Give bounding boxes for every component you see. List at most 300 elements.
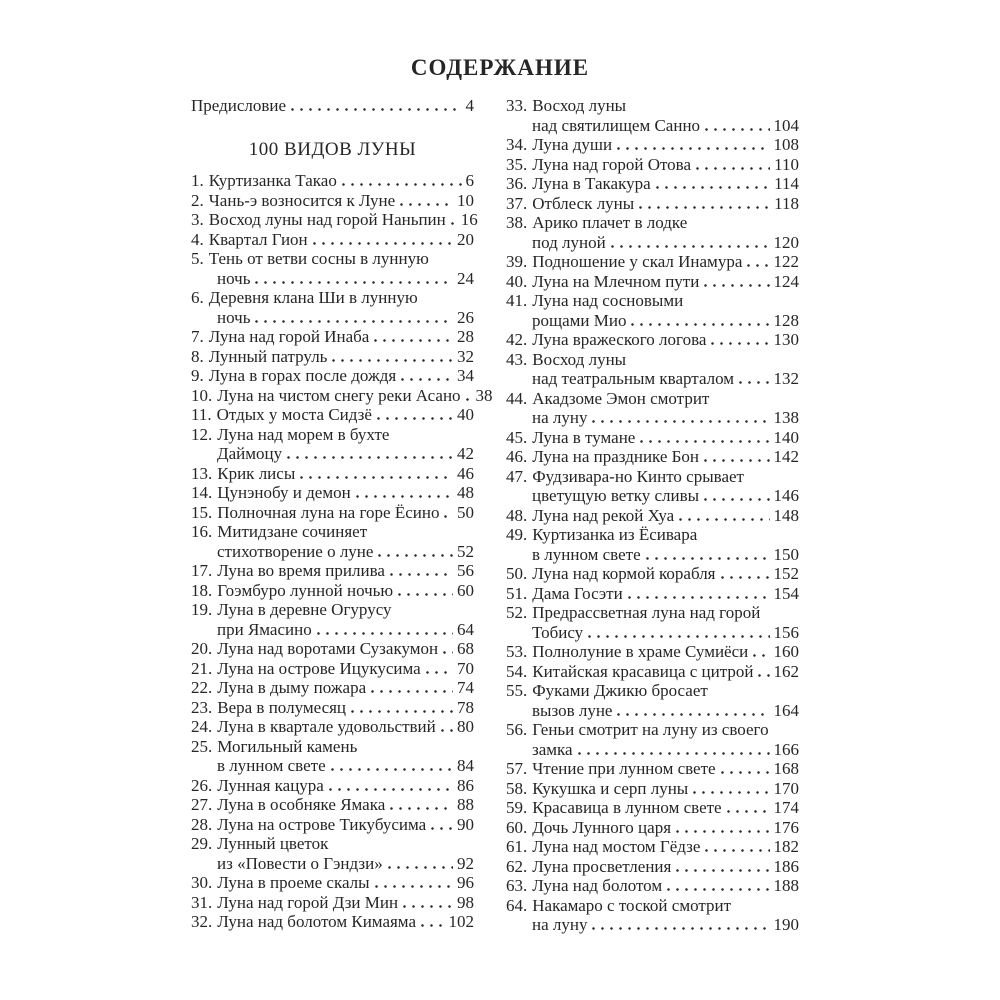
entry-page-number: 16: [460, 210, 478, 229]
entry-title: Луна над болотом: [532, 876, 663, 895]
entry-number: 45.: [506, 427, 528, 447]
toc-entry-line: [191, 210, 478, 230]
entry-number: 34.: [506, 135, 528, 154]
toc-entry-line: [506, 389, 799, 409]
entry-page-number: 48: [457, 483, 474, 502]
toc-entry: [506, 837, 799, 857]
entry-number: 53.: [506, 642, 528, 661]
leader-dots: [431, 827, 453, 830]
entry-number: 43.: [506, 349, 528, 369]
toc-entry-line: [191, 776, 474, 796]
toc-entry: [191, 737, 474, 776]
entry-number: 11.: [191, 405, 212, 424]
entry-title: на луну: [532, 408, 588, 427]
leader-dots: [443, 651, 453, 654]
toc-entry-line: [191, 737, 474, 757]
entry-number: 60.: [506, 817, 528, 837]
entry-number: 42.: [506, 330, 528, 349]
toc-entry: [506, 642, 799, 662]
entry-page-number: 146: [773, 486, 799, 505]
toc-entry-line: [506, 135, 799, 155]
entry-page-number: 182: [773, 837, 799, 856]
entry-page-number: 140: [773, 427, 799, 447]
toc-entry-line: [506, 564, 799, 584]
entry-number: 48.: [506, 505, 528, 525]
toc-entry-line: [506, 720, 799, 740]
toc-entry: [506, 798, 799, 818]
leader-dots: [727, 810, 770, 813]
entry-number: 26.: [191, 775, 213, 795]
entry-title: Лунный патруль: [208, 346, 328, 366]
entry-number: 44.: [506, 388, 528, 408]
leader-dots: [403, 905, 453, 908]
entry-number: 14.: [191, 483, 213, 502]
section-title: 100 ВИДОВ ЛУНЫ: [248, 138, 417, 160]
entry-page-number: 160: [773, 642, 799, 661]
entry-title: ночь: [217, 307, 251, 327]
toc-entry-line: [506, 252, 799, 272]
entry-number: 47.: [506, 466, 528, 486]
entry-title: Луна в особняке Ямака: [217, 795, 386, 814]
entry-number: 4.: [191, 229, 204, 249]
entry-number: 24.: [191, 717, 213, 736]
leader-dots: [398, 593, 453, 596]
toc-entry-line: [506, 428, 799, 448]
toc-entry: [506, 350, 799, 389]
entry-title: Китайская красавица с цитрой: [532, 661, 754, 681]
toc-entry: [191, 561, 474, 581]
entry-number: 40.: [506, 271, 528, 291]
toc-entry: [191, 191, 474, 211]
page-title: СОДЕРЖАНИЕ: [410, 55, 590, 80]
leader-dots: [374, 339, 453, 342]
toc-column-right: [506, 96, 799, 935]
leader-dots: [656, 186, 770, 189]
entry-title: Кукушка и серп луны: [532, 778, 689, 798]
leader-dots: [444, 515, 453, 518]
toc-entry-line: [191, 815, 474, 835]
entry-title: Восход луны: [532, 349, 627, 369]
leader-dots: [679, 518, 769, 521]
toc-entry: [506, 96, 799, 135]
toc-entry: [191, 230, 474, 250]
entry-title: Луна над сосновыми: [532, 291, 684, 310]
toc-entries-right: [506, 96, 799, 935]
entry-title: Лунный цветок: [217, 834, 329, 853]
toc-entry: [506, 681, 799, 720]
toc-entry-line: [191, 581, 474, 601]
toc-entry-line: [191, 444, 474, 464]
entry-page-number: 40: [457, 405, 474, 424]
entry-title: Луна в горах после дождя: [208, 366, 397, 385]
leader-dots: [747, 264, 769, 267]
toc-entry: [506, 525, 799, 564]
entry-title: Куртизанка Такао: [208, 171, 337, 190]
entry-number: 58.: [506, 778, 528, 798]
entry-page-number: 110: [774, 154, 799, 174]
entry-title: Луна на острове Ицукусима: [217, 658, 421, 678]
entry-number: 20.: [191, 639, 213, 658]
entry-title: Могильный камень: [217, 736, 358, 756]
entry-title: Луна над болотом Кимаяма: [217, 912, 416, 931]
toc-entry-line: [191, 464, 474, 484]
leader-dots: [342, 183, 462, 186]
toc-entry-line: [506, 447, 799, 467]
entry-number: 31.: [191, 892, 213, 912]
entry-page-number: 130: [773, 330, 799, 349]
entry-page-number: 52: [457, 541, 474, 561]
entry-page-number: 190: [773, 915, 799, 934]
toc-entry-line: [506, 584, 799, 604]
entry-number: 52.: [506, 603, 528, 622]
toc-entry-line: [506, 525, 799, 545]
toc-entry-line: [506, 408, 799, 428]
entry-title: под луной: [532, 232, 606, 252]
toc-entry-line: [191, 678, 474, 698]
entry-number: 55.: [506, 681, 528, 700]
leader-dots: [401, 378, 453, 381]
entry-title: Луна души: [532, 135, 613, 154]
leader-dots: [739, 381, 769, 384]
entry-title: Луна на Млечном пути: [532, 271, 700, 291]
toc-entry-line: [506, 681, 799, 701]
toc-entry: [191, 815, 474, 835]
entry-title: Луна над воротами Сузакумон: [217, 639, 439, 658]
toc-entry: [506, 291, 799, 330]
entry-page-number: 174: [773, 798, 799, 817]
toc-column-left: [191, 96, 493, 935]
leader-dots: [631, 323, 769, 326]
entry-title: Даймоцу: [217, 444, 283, 463]
leader-dots: [578, 752, 770, 755]
leader-dots: [704, 498, 769, 501]
entry-title: на луну: [532, 915, 588, 934]
entry-page-number: 98: [457, 892, 474, 912]
entry-title: цветущую ветку сливы: [532, 486, 700, 505]
entry-title: Подношение у скал Инамура: [532, 252, 743, 271]
entry-number: 10.: [191, 385, 213, 405]
entry-number: 37.: [506, 193, 528, 213]
entry-page-number: 96: [457, 873, 474, 892]
leader-dots: [317, 632, 453, 635]
entry-page-number: 104: [773, 115, 799, 135]
entry-number: 8.: [191, 346, 204, 366]
entry-title: ночь: [217, 268, 251, 288]
toc-entry: [506, 174, 799, 194]
entry-title: Восход луны: [532, 96, 627, 115]
toc-entry-line: [191, 327, 474, 347]
entry-page-number: 124: [773, 271, 799, 291]
entry-number: 6.: [191, 288, 204, 307]
entry-number: 46.: [506, 447, 528, 466]
entry-title: Луна над горой Дзи Мин: [217, 892, 399, 912]
toc-entry-line: [506, 857, 799, 877]
entry-title: замка: [532, 739, 573, 759]
leader-dots: [704, 459, 769, 462]
entry-number: 38.: [506, 213, 528, 232]
leader-dots: [351, 710, 453, 713]
toc-entry-line: [191, 483, 474, 503]
toc-entry-line: [191, 639, 474, 659]
toc-entry-line: [191, 288, 474, 308]
entry-page-number: 166: [773, 739, 799, 759]
leader-dots: [676, 869, 769, 872]
entry-title: Арико плачет в лодке: [532, 213, 688, 232]
toc-entry-line: [191, 385, 493, 406]
entry-number: 25.: [191, 736, 213, 756]
leader-dots: [287, 456, 453, 459]
toc-entry-line: [506, 798, 799, 818]
toc-entry-line: [506, 701, 799, 721]
entry-page-number: 24: [457, 268, 474, 288]
entry-page-number: 118: [774, 193, 799, 213]
leader-dots: [451, 222, 457, 225]
toc-entry: [506, 818, 799, 838]
entry-page-number: 42: [457, 444, 474, 463]
leader-dots: [331, 768, 453, 771]
toc-entry-line: [191, 561, 474, 581]
entry-title: Луна над рекой Хуа: [532, 505, 675, 525]
leader-dots: [639, 206, 770, 209]
leader-dots: [704, 284, 769, 287]
entry-number: 3.: [191, 210, 204, 229]
entry-number: 29.: [191, 834, 213, 853]
entry-page-number: 148: [773, 505, 799, 525]
preface-entry: [191, 96, 474, 116]
toc-entry: [191, 873, 474, 893]
entry-page-number: 154: [773, 583, 799, 603]
entry-page-number: 46: [457, 463, 474, 483]
entry-title: Отблеск луны: [532, 193, 635, 213]
entry-title: Луна над мостом Гёдзе: [532, 837, 701, 856]
leader-dots: [592, 420, 769, 423]
toc-entry: [506, 428, 799, 448]
entry-number: 16.: [191, 522, 213, 541]
toc-entry: [191, 600, 474, 639]
toc-entry: [506, 603, 799, 642]
toc-entry: [506, 447, 799, 467]
leader-dots: [291, 108, 461, 111]
toc-entry: [191, 639, 474, 659]
preface-label: Предисловие: [191, 96, 287, 115]
entry-number: 56.: [506, 720, 528, 739]
leader-dots: [676, 830, 769, 833]
toc-entry-line: [506, 837, 799, 857]
entry-page-number: 32: [457, 346, 474, 366]
toc-entry-line: [191, 308, 474, 328]
entry-number: 9.: [191, 366, 204, 385]
toc-entry-line: [191, 854, 474, 874]
leader-dots: [753, 654, 769, 657]
entry-title: Квартал Гион: [208, 229, 308, 249]
toc-entry: [506, 155, 799, 175]
entry-page-number: 92: [457, 853, 474, 873]
entry-number: 28.: [191, 814, 213, 834]
entry-number: 12.: [191, 424, 213, 444]
entry-number: 21.: [191, 658, 213, 678]
toc-entry: [506, 584, 799, 604]
leader-dots: [721, 576, 770, 579]
toc-entry: [506, 272, 799, 292]
entry-title: Акадзоме Эмон смотрит: [532, 388, 710, 408]
leader-dots: [329, 788, 453, 791]
toc-entry-line: [506, 662, 799, 682]
entry-page-number: 132: [773, 369, 799, 388]
toc-entry: [191, 425, 474, 464]
toc-entry: [191, 327, 474, 347]
entry-title: Полнолуние в храме Сумиёси: [532, 642, 749, 661]
entry-title: Цунэнобу и демон: [217, 483, 351, 502]
toc-entry-line: [191, 893, 474, 913]
toc-entry-line: [506, 779, 799, 799]
leader-dots: [390, 573, 453, 576]
toc-entry-line: [191, 347, 474, 367]
entry-number: 62.: [506, 856, 528, 876]
entry-page-number: 156: [773, 622, 799, 642]
toc-entry-line: [506, 818, 799, 838]
entry-title: Луна в тумане: [532, 427, 636, 447]
entry-title: Луна в Такакура: [532, 174, 651, 193]
entry-title: Фуками Джикю бросает: [532, 681, 708, 700]
entry-title: Дочь Лунного царя: [532, 817, 672, 837]
entry-number: 41.: [506, 291, 528, 310]
entry-title: Луна на празднике Бон: [532, 447, 700, 466]
toc-entry: [506, 467, 799, 506]
entry-number: 57.: [506, 759, 528, 778]
toc-entry: [506, 876, 799, 896]
leader-dots: [356, 495, 453, 498]
entry-title: Восход луны над горой Наньпин: [208, 210, 446, 229]
toc-entry-line: [506, 740, 799, 760]
entry-page-number: 70: [457, 658, 474, 678]
entry-page-number: 80: [457, 717, 474, 736]
toc-entry-line: [191, 620, 474, 640]
toc-entry: [191, 581, 474, 601]
entry-number: 18.: [191, 580, 213, 600]
entry-title: Луна над кормой корабля: [532, 564, 716, 583]
entry-title: Гоэмбуро лунной ночью: [217, 580, 394, 600]
entry-title: Геньи смотрит на луну из своего: [532, 720, 769, 739]
leader-dots: [426, 671, 453, 674]
entry-number: 64.: [506, 895, 528, 915]
entry-number: 59.: [506, 798, 528, 817]
leader-dots: [705, 849, 769, 852]
toc-entry-line: [506, 213, 799, 233]
entry-page-number: 162: [773, 661, 799, 681]
toc-entry: [506, 662, 799, 682]
entry-title: Чань-э возносится к Луне: [208, 190, 396, 210]
entry-page-number: 64: [457, 619, 474, 639]
entry-page-number: 56: [457, 561, 474, 580]
leader-dots: [466, 398, 472, 401]
toc-entry-line: [191, 756, 474, 776]
toc-entry-line: [191, 191, 474, 211]
toc-entry: [506, 330, 799, 350]
entry-page-number: 128: [773, 310, 799, 330]
toc-entry-line: [506, 194, 799, 214]
toc-entry: [506, 896, 799, 935]
entry-title: Тобису: [532, 622, 584, 642]
entry-title: Луна в проеме скалы: [217, 873, 370, 892]
toc-entry-line: [506, 174, 799, 194]
toc-entry-line: [191, 249, 474, 269]
toc-entry: [191, 288, 474, 327]
toc-entry-line: [506, 623, 799, 643]
toc-entry-line: [191, 834, 474, 854]
leader-dots: [378, 554, 453, 557]
toc-entry-line: [191, 912, 474, 932]
leader-dots: [388, 866, 453, 869]
entry-number: 51.: [506, 583, 528, 603]
toc-entry-line: [506, 506, 799, 526]
toc-entry-line: [506, 330, 799, 350]
toc-entry-line: [191, 503, 474, 523]
leader-dots: [300, 476, 453, 479]
toc-entry-line: [506, 369, 799, 389]
leader-dots: [611, 245, 770, 248]
entry-title: из «Повести о Гэндзи»: [217, 853, 383, 873]
entry-number: 22.: [191, 678, 213, 697]
toc-entry-line: [506, 96, 799, 116]
leader-dots: [390, 807, 453, 810]
entry-page-number: 90: [457, 814, 474, 834]
entry-number: 7.: [191, 327, 204, 346]
entry-number: 30.: [191, 873, 213, 892]
toc-entry-line: [506, 759, 799, 779]
leader-dots: [617, 713, 769, 716]
entry-number: 17.: [191, 561, 213, 580]
entry-page-number: 6: [465, 171, 474, 190]
leader-dots: [255, 320, 453, 323]
entry-number: 27.: [191, 795, 213, 814]
toc-entry: [191, 483, 474, 503]
toc-entry: [191, 678, 474, 698]
toc-entry: [506, 857, 799, 877]
leader-dots: [313, 242, 453, 245]
entry-page-number: 122: [773, 252, 799, 271]
toc-entry: [506, 252, 799, 272]
entry-page-number: 102: [448, 912, 474, 931]
entry-number: 1.: [191, 171, 204, 190]
toc-entry: [506, 720, 799, 759]
entry-title: Луна в дыму пожара: [217, 678, 367, 697]
toc-entry: [191, 912, 474, 932]
toc-entry-line: [191, 171, 474, 191]
toc-entry-line: [191, 542, 474, 562]
entry-title: Луна в деревне Огурусу: [217, 600, 392, 619]
entry-title: Митидзане сочиняет: [217, 522, 368, 541]
entry-number: 39.: [506, 252, 528, 271]
toc-entry-line: [506, 311, 799, 331]
toc-entry-line: [506, 915, 799, 935]
entry-page-number: 68: [457, 639, 474, 658]
entry-page-number: 38: [475, 385, 493, 405]
entry-title: Луна просветления: [532, 856, 672, 876]
entry-page-number: 86: [457, 775, 474, 795]
toc-entry: [191, 776, 474, 796]
entry-title: Вера в полумесяц: [217, 697, 347, 717]
toc-entry: [506, 759, 799, 779]
entry-number: 54.: [506, 661, 528, 681]
toc-entry-line: [191, 795, 474, 815]
entry-title: вызов луне: [532, 700, 613, 720]
entry-page-number: 20: [457, 229, 474, 249]
toc-entry: [506, 194, 799, 214]
toc-entry: [191, 464, 474, 484]
toc-entry-line: [506, 896, 799, 916]
entry-number: 19.: [191, 600, 213, 619]
entry-title: Красавица в лунном свете: [532, 798, 722, 817]
